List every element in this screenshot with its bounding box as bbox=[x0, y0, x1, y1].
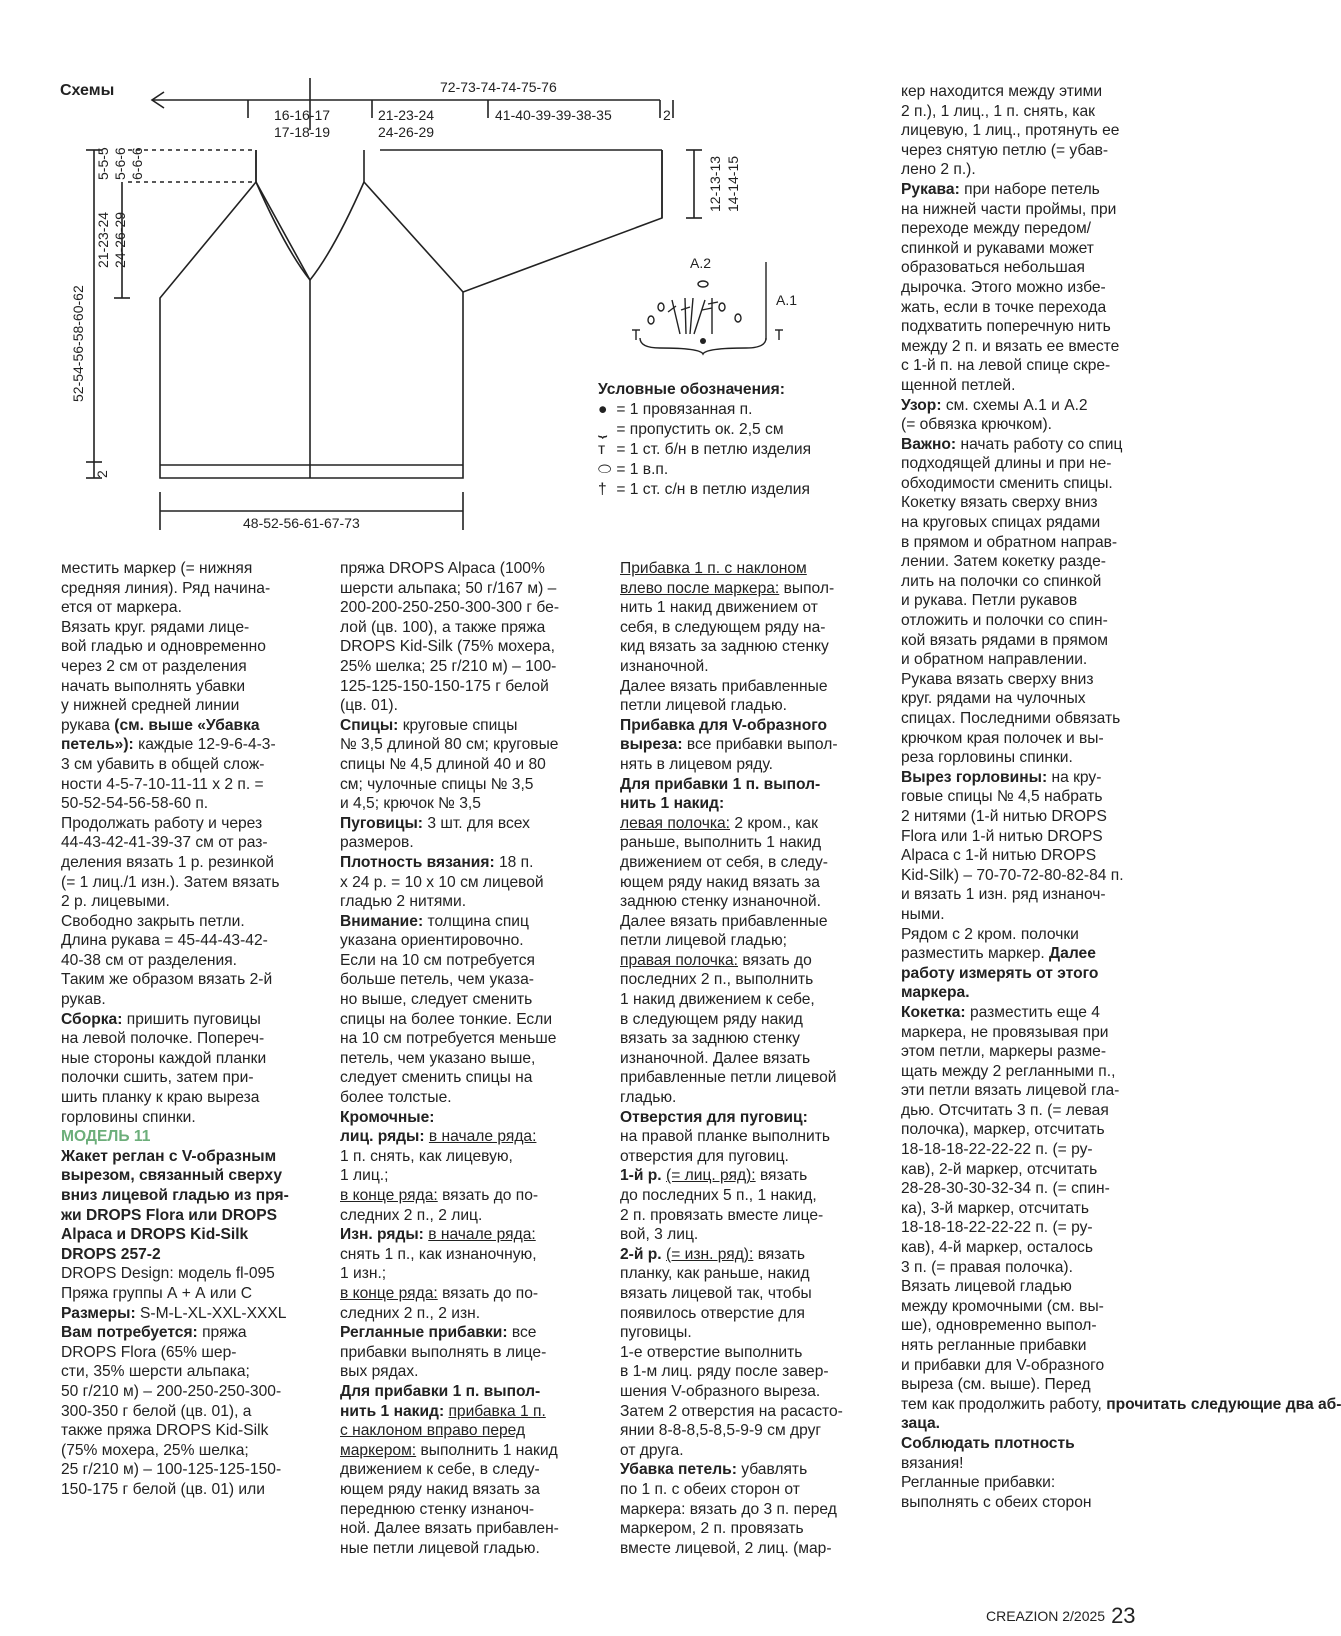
model-number: МОДЕЛЬ 11 bbox=[61, 1128, 151, 1146]
dim-total-width: 72-73-74-74-75-76 bbox=[440, 79, 557, 95]
dim-raglan-depth-1: 21-23-24 bbox=[95, 211, 111, 268]
page-footer bbox=[986, 1601, 1136, 1627]
legend-item: ⬭ = 1 в.п. bbox=[598, 461, 669, 478]
bullet-icon: ● bbox=[598, 401, 608, 418]
dim-two-bottom: 2 bbox=[94, 470, 110, 478]
dim-raglan-2: 24-26-29 bbox=[378, 124, 435, 140]
dim-collar-1: 16-16-17 bbox=[274, 107, 331, 123]
dim-two-top: 2 bbox=[663, 107, 671, 123]
dim-neck-2: 5-6-6 bbox=[112, 147, 128, 180]
text-column-1: местить маркер (= нижняя средняя линия). Ряд начина- ется от маркера. Вязать круг. рядами лице- вой гладью и одновременно через 2 см от разделения начать выполнять убавки у нижней средней линии рукава (см. выше «Убавка петель»): каждые 12-9-6-4-3- 3 см убавить в общей слож- ности 4-5-7-10-11-11 х 2 п. = 50-52-54-56-58-60 п. Продолжать работу и через 44-43-42-41-39-37 см от раз- деления вязать 1 р. резинкой (= 1 лиц./1 изн.). Затем вязать 2 р. лицевыми. Свободно закрыть петли. Длина рукава = 45-44-43-42- 40-38 см от разделения. Таким же образом вязать 2-й рукав. Сборка: пришить пуговицы на левой полочке. Попереч- ные стороны каждой планки полочки сшить, затем при- шить планку к краю выреза горловины спинки. МОДЕЛЬ 11 Жакет реглан с V-образным вырезом, связанный сверху вниз лицевой гладью из пря- жи DROPS Flora или DROPS Alpaca и DROPS Kid-Silk DROPS 257-2 DROPS Design: модель fl-095 Пряжа группы А + А или С Размеры: S-M-L-XL-XXL-XXXL Вам потребуется: пряжа DROPS Flora (65% шер- сти, 35% шерсти альпака; 50 г/210 м) – 200-250-250-300- 300-350 г белой (цв. 01), а также пряжа DROPS Kid-Silk (75% мохера, 25% шелка; 25 г/210 м) – 100-125-125-150- 150-175 г белой (цв. 01) или bbox=[61, 559, 326, 1500]
dim-total-length: 52-54-56-58-60-62 bbox=[70, 285, 86, 402]
pattern-code: DROPS 257-2 bbox=[61, 1245, 161, 1263]
schemes-title: Схемы bbox=[60, 82, 115, 99]
legend-item: ● = 1 провязанная п. bbox=[598, 401, 753, 418]
text-column-3: Прибавка 1 п. с наклоном влево после маркера: выпол- нить 1 накид движением от себя, в следующем ряду на- кид вязать за заднюю стенку изнаночной. Далее вязать прибавленные петли лицевой гладью. Прибавка для V-образного выреза: все прибавки выпол- нять в лицевом ряду. Для прибавки 1 п. выпол- нить 1 накид: левая полочка: 2 кром., как раньше, выполнить 1 накид движением от себя, в следу- ющем ряду накид вязать за заднюю стенку изнаночной. Далее вязать прибавленные петли лицевой гладью; правая полочка: вязать до последних 2 п., выполнить 1 накид движением к себе, в следующем ряду накид вязать за заднюю стенку изнаночной. Далее вязать прибавленные петли лицевой гладью. Отверстия для пуговиц: на правой планке выполнить отверстия для пуговиц. 1-й р. (= лиц. ряд): вязать до последних 5 п., 1 накид, 2 п. провязать вместе лице- вой, 3 лиц. 2-й р. (= изн. ряд): вязать планку, как раньше, накид вязать лицевой так, чтобы появилось отверстие для пуговицы. 1-е отверстие выполнить в 1-м лиц. ряду после завер- шения V-образного выреза. Затем 2 отверстия на расасто- янии 8-8-8,5-8,5-9-9 см друг от друга. Убавка петель: убавлять по 1 п. с обеих сторон от маркера: вязать до 3 п. перед маркером, 2 п. провязать вместе лицевой, 2 лиц. (мар- bbox=[620, 560, 843, 1557]
dim-sleeve: 41-40-39-39-38-35 bbox=[495, 107, 612, 123]
dim-cuff-1: 12-13-13 bbox=[707, 155, 723, 212]
chain-stitch-icon: ⬭ bbox=[598, 461, 612, 478]
dim-raglan-depth-2: 24-26-29 bbox=[112, 211, 128, 268]
magazine-issue: CREAZION 2/2025 bbox=[986, 1608, 1106, 1624]
dim-collar-2: 17-18-19 bbox=[274, 124, 331, 140]
skip-brace-icon: ⏟ bbox=[598, 421, 608, 438]
dim-raglan-1: 21-23-24 bbox=[378, 107, 435, 123]
chart-a2-label: A.2 bbox=[690, 255, 712, 271]
chart-a1-label: A.1 bbox=[776, 292, 798, 308]
dim-cuff-2: 14-14-15 bbox=[725, 155, 741, 212]
legend-item: † = 1 ст. с/н в петлю изделия bbox=[598, 481, 810, 498]
crochet-chart bbox=[632, 255, 797, 354]
legend-item: т = 1 ст. б/н в петлю изделия bbox=[598, 441, 812, 458]
text-column-2: пряжа DROPS Alpaca (100% шерсти альпака; 50 г/167 м) – 200-200-250-250-300-300 г бе- лой (цв. 100), а также пряжа DROPS Kid-Silk (75% мохера, 25% шелка; 25 г/210 м) – 100- 125-125-150-150-175 г белой (цв. 01). Спицы: круговые спицы № 3,5 длиной 80 см; круговые спицы № 4,5 длиной 40 и 80 см; чулочные спицы № 3,5 и 4,5; крючок № 3,5 Пуговицы: 3 шт. для всех размеров. Плотность вязания: 18 п. х 24 р. = 10 х 10 см лицевой гладью 2 нитями. Внимание: толщина спиц указана ориентировочно. Если на 10 см потребуется больше петель, чем указа- но выше, следует сменить спицы на более тонкие. Если на 10 см потребуется меньше петель, чем указано выше, следует сменить спицы на более толстые. Кромочные: лиц. ряды: в начале ряда: 1 п. снять, как лицевую, 1 лиц.; в конце ряда: вязать до по- следних 2 п., 2 лиц. Изн. ряды: в начале ряда: снять 1 п., как изнаночную, 1 изн.; в конце ряда: вязать до по- следних 2 п., 2 изн. Регланные прибавки: все прибавки выполнять в лице- вых рядах. Для прибавки 1 п. выпол- нить 1 накид: прибавка 1 п. с наклоном вправо перед маркером: выполнить 1 накид движением к себе, в следу- ющем ряду накид вязать за переднюю стенку изнаноч- ной. Далее вязать прибавлен- ные петли лицевой гладью. bbox=[340, 560, 560, 1557]
legend bbox=[598, 380, 858, 500]
double-crochet-icon: † bbox=[598, 481, 607, 498]
dim-neck-1: 5-5-5 bbox=[95, 147, 111, 180]
dim-bottom-width: 48-52-56-61-67-73 bbox=[243, 515, 360, 531]
legend-title: Условные обозначения: bbox=[598, 381, 785, 398]
text-column-4: кер находится между этими 2 п.), 1 лиц., 1 п. снять, как лицевую, 1 лиц., протянуть ее через снятую петлю (= убав- лено 2 п.). Рукава: при наборе петель на нижней части проймы, при переходе между передом/ спинкой и рукавами может образоваться небольшая дырочка. Этого можно избе- жать, если в точке перехода подхватить поперечную нить между 2 п. и вязать ее вместе с 1-й п. на левой спице скре- щенной петлей. Узор: см. схемы А.1 и А.2 (= обвязка крючком). Важно: начать работу со спиц подходящей длины и при не- обходимости сменить спицы. Кокетку вязать сверху вниз на круговых спицах рядами в прямом и обратном направ- лении. Затем кокетку разде- лить на полочки со спинкой и рукава. Петли рукавов отложить и полочки со спин- кой вязать рядами в прямом и обратном направлении. Рукава вязать сверху вниз круг. рядами на чулочных спицах. Последними обвязать крючком края полочек и вы- реза горловины спинки. Вырез горловины: на кру- говые спицы № 4,5 набрать 2 нитями (1-й нитью DROPS Flora или 1-й нитью DROPS Alpaca с 1-й нитью DROPS Kid-Silk) – 70-70-72-80-82-84 п. и вязать 1 изн. ряд изнаноч- ными. Рядом с 2 кром. полочки разместить маркер. Далее работу измерять от этого маркера. Кокетка: разместить еще 4 маркера, не провязывая при этом петли, маркеры разме- щать между 2 регланными п., эти петли вязать лицевой гла- дью. Отсчитать 3 п. (= левая полочка), маркер, отсчитать 18-18-18-22-22-22 п. (= ру- кав), 2-й маркер, отсчитать 28-28-30-30-32-34 п. (= спин- ка), 3-й маркер, отсчитать 18-18-18-22-22-22 п. (= ру- кав), 4-й маркер, осталось 3 п. (= правая полочка). Вязать лицевой гладью между кромочными (см. вы- ше), одновременно выпол- нять регланные прибавки и прибавки для V-образного выреза (см. выше). Перед тем как продолжить работу, прочитать следующие два аб- заца. Соблюдать плотность вязания! Регланные прибавки: выполнять с обеих сторон bbox=[901, 83, 1341, 1511]
single-crochet-icon: т bbox=[598, 441, 606, 458]
dim-neck-3: 6-6-6 bbox=[129, 147, 145, 180]
legend-item: ⏟ = пропустить ок. 2,5 см bbox=[598, 421, 784, 438]
page-number: 23 bbox=[1111, 1603, 1136, 1628]
